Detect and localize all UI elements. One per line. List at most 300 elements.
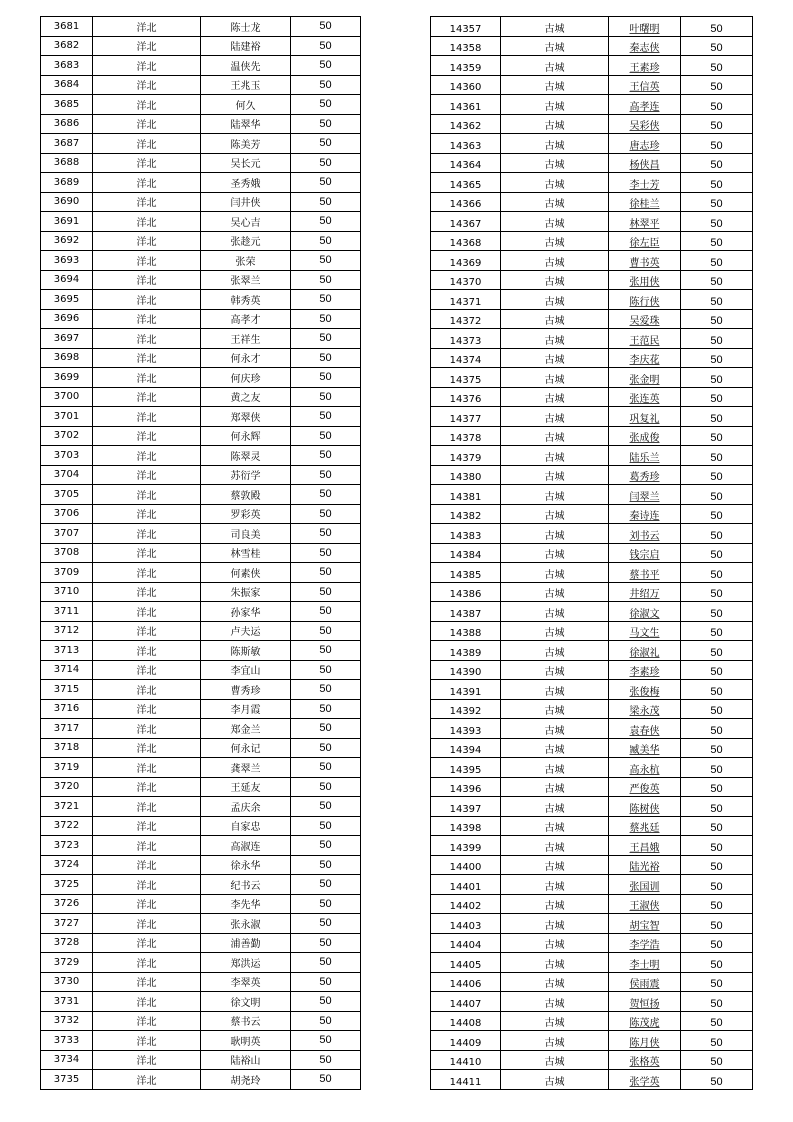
- region-cell: 洋北: [93, 563, 201, 583]
- table-row: [41, 446, 361, 466]
- table-row: [431, 446, 753, 466]
- region-cell: 古城: [501, 17, 609, 37]
- score-cell: 50: [681, 75, 753, 95]
- name-cell: 温侠先: [201, 56, 291, 76]
- id-cell: 3695: [41, 290, 93, 310]
- score-cell: 50: [681, 36, 753, 56]
- table-row: [41, 251, 361, 271]
- id-cell: 3696: [41, 309, 93, 329]
- score-cell: 50: [681, 270, 753, 290]
- region-cell: 洋北: [93, 543, 201, 563]
- score-cell: 50: [291, 426, 361, 446]
- id-cell: 14374: [431, 348, 501, 368]
- score-cell: 50: [291, 134, 361, 154]
- table-row: [41, 836, 361, 856]
- table-row: [431, 309, 753, 329]
- table-row: [431, 543, 753, 563]
- name-cell: 自家忠: [201, 816, 291, 836]
- id-cell: 3707: [41, 524, 93, 544]
- score-cell: 50: [681, 680, 753, 700]
- id-cell: 14406: [431, 972, 501, 992]
- name-cell: 刘书云: [609, 524, 681, 544]
- id-cell: 14402: [431, 894, 501, 914]
- table-row: [41, 387, 361, 407]
- name-cell: 陈翠灵: [201, 446, 291, 466]
- score-cell: 50: [291, 95, 361, 115]
- region-cell: 洋北: [93, 933, 201, 953]
- name-cell: 张连英: [609, 387, 681, 407]
- score-cell: 50: [291, 582, 361, 602]
- region-cell: 古城: [501, 368, 609, 388]
- name-cell: 张格英: [609, 1050, 681, 1070]
- table-row: [431, 1050, 753, 1070]
- region-cell: 洋北: [93, 75, 201, 95]
- region-cell: 洋北: [93, 641, 201, 661]
- score-cell: 50: [291, 173, 361, 193]
- region-cell: 古城: [501, 446, 609, 466]
- name-cell: 臧美华: [609, 738, 681, 758]
- table-row: [41, 212, 361, 232]
- score-cell: 50: [681, 95, 753, 115]
- region-cell: 古城: [501, 855, 609, 875]
- region-cell: 古城: [501, 524, 609, 544]
- score-cell: 50: [291, 309, 361, 329]
- score-cell: 50: [681, 914, 753, 934]
- score-cell: 50: [291, 1050, 361, 1070]
- region-cell: 洋北: [93, 914, 201, 934]
- id-cell: 3691: [41, 212, 93, 232]
- region-cell: 洋北: [93, 953, 201, 973]
- id-cell: 3729: [41, 953, 93, 973]
- score-cell: 50: [291, 114, 361, 134]
- region-cell: 洋北: [93, 387, 201, 407]
- table-row: [431, 387, 753, 407]
- id-cell: 3686: [41, 114, 93, 134]
- table-row: [41, 290, 361, 310]
- score-cell: 50: [291, 543, 361, 563]
- id-cell: 14400: [431, 855, 501, 875]
- region-cell: 洋北: [93, 290, 201, 310]
- score-cell: 50: [291, 777, 361, 797]
- score-cell: 50: [291, 153, 361, 173]
- name-cell: 纪书云: [201, 875, 291, 895]
- id-cell: 14392: [431, 699, 501, 719]
- name-cell: 张荣: [201, 251, 291, 271]
- name-cell: 马文生: [609, 621, 681, 641]
- score-cell: 50: [681, 348, 753, 368]
- name-cell: 吴爱珠: [609, 309, 681, 329]
- name-cell: 王范民: [609, 329, 681, 349]
- score-cell: 50: [681, 836, 753, 856]
- name-cell: 闫翠兰: [609, 485, 681, 505]
- table-row: [41, 719, 361, 739]
- table-row: [431, 563, 753, 583]
- region-cell: 古城: [501, 192, 609, 212]
- name-cell: 王祥生: [201, 329, 291, 349]
- name-cell: 高孝连: [609, 95, 681, 115]
- region-cell: 洋北: [93, 231, 201, 251]
- name-cell: 林雪桂: [201, 543, 291, 563]
- region-cell: 古城: [501, 972, 609, 992]
- name-cell: 郑翠侠: [201, 407, 291, 427]
- id-cell: 3688: [41, 153, 93, 173]
- table-row: [431, 75, 753, 95]
- region-cell: 古城: [501, 134, 609, 154]
- table-row: [431, 660, 753, 680]
- table-row: [431, 56, 753, 76]
- name-cell: 张学英: [609, 1070, 681, 1090]
- table-row: [41, 173, 361, 193]
- table-row: [431, 972, 753, 992]
- name-cell: 陈斯敏: [201, 641, 291, 661]
- name-cell: 杨侠昌: [609, 153, 681, 173]
- id-cell: 3693: [41, 251, 93, 271]
- score-cell: 50: [681, 719, 753, 739]
- id-cell: 3682: [41, 36, 93, 56]
- score-cell: 50: [681, 816, 753, 836]
- name-cell: 浦善勤: [201, 933, 291, 953]
- id-cell: 14360: [431, 75, 501, 95]
- score-cell: 50: [681, 524, 753, 544]
- name-cell: 陈茂虎: [609, 1011, 681, 1031]
- id-cell: 3719: [41, 758, 93, 778]
- region-cell: 古城: [501, 309, 609, 329]
- id-cell: 14375: [431, 368, 501, 388]
- id-cell: 14368: [431, 231, 501, 251]
- id-cell: 3685: [41, 95, 93, 115]
- name-cell: 曹书英: [609, 251, 681, 271]
- score-cell: 50: [681, 192, 753, 212]
- table-row: [41, 933, 361, 953]
- score-cell: 50: [681, 972, 753, 992]
- id-cell: 3689: [41, 173, 93, 193]
- id-cell: 3697: [41, 329, 93, 349]
- score-cell: 50: [291, 953, 361, 973]
- name-cell: 蔡书云: [201, 1011, 291, 1031]
- table-row: [431, 153, 753, 173]
- id-cell: 14401: [431, 875, 501, 895]
- score-cell: 50: [291, 368, 361, 388]
- region-cell: 洋北: [93, 212, 201, 232]
- region-cell: 洋北: [93, 368, 201, 388]
- id-cell: 14366: [431, 192, 501, 212]
- table-row: [431, 699, 753, 719]
- region-cell: 古城: [501, 1011, 609, 1031]
- table-row: [431, 36, 753, 56]
- region-cell: 洋北: [93, 134, 201, 154]
- table-row: [41, 75, 361, 95]
- region-cell: 洋北: [93, 1011, 201, 1031]
- id-cell: 14395: [431, 758, 501, 778]
- table-row: [431, 953, 753, 973]
- score-cell: 50: [681, 660, 753, 680]
- region-cell: 洋北: [93, 1031, 201, 1051]
- name-cell: 王兆玉: [201, 75, 291, 95]
- region-cell: 洋北: [93, 309, 201, 329]
- region-cell: 古城: [501, 56, 609, 76]
- name-cell: 巩复礼: [609, 407, 681, 427]
- name-cell: 秦志侠: [609, 36, 681, 56]
- score-cell: 50: [681, 56, 753, 76]
- name-cell: 唐志珍: [609, 134, 681, 154]
- table-row: [431, 1031, 753, 1051]
- table-row: [431, 348, 753, 368]
- score-cell: 50: [681, 1011, 753, 1031]
- table-row: [431, 777, 753, 797]
- id-cell: 3687: [41, 134, 93, 154]
- name-cell: 李宜山: [201, 660, 291, 680]
- id-cell: 14361: [431, 95, 501, 115]
- name-cell: 高淑连: [201, 836, 291, 856]
- region-cell: 洋北: [93, 192, 201, 212]
- name-cell: 苏衍学: [201, 465, 291, 485]
- region-cell: 古城: [501, 465, 609, 485]
- id-cell: 3730: [41, 972, 93, 992]
- score-cell: 50: [681, 699, 753, 719]
- region-cell: 古城: [501, 816, 609, 836]
- table-row: [41, 485, 361, 505]
- table-row: [431, 816, 753, 836]
- name-cell: 徐淑礼: [609, 641, 681, 661]
- region-cell: 洋北: [93, 153, 201, 173]
- name-cell: 张用侠: [609, 270, 681, 290]
- table-row: [431, 758, 753, 778]
- name-cell: 陈行侠: [609, 290, 681, 310]
- score-cell: 50: [291, 56, 361, 76]
- id-cell: 14365: [431, 173, 501, 193]
- table-row: [431, 212, 753, 232]
- region-cell: 洋北: [93, 855, 201, 875]
- id-cell: 3690: [41, 192, 93, 212]
- name-cell: 李先华: [201, 894, 291, 914]
- table-row: [41, 1070, 361, 1090]
- id-cell: 3700: [41, 387, 93, 407]
- id-cell: 3692: [41, 231, 93, 251]
- name-cell: 曹秀珍: [201, 680, 291, 700]
- id-cell: 3712: [41, 621, 93, 641]
- id-cell: 14373: [431, 329, 501, 349]
- score-cell: 50: [681, 251, 753, 271]
- id-cell: 14364: [431, 153, 501, 173]
- region-cell: 洋北: [93, 680, 201, 700]
- table-row: [431, 290, 753, 310]
- region-cell: 古城: [501, 504, 609, 524]
- name-cell: 张翠兰: [201, 270, 291, 290]
- name-cell: 徐桂兰: [609, 192, 681, 212]
- region-cell: 古城: [501, 1070, 609, 1090]
- score-cell: 50: [681, 426, 753, 446]
- name-cell: 王淑侠: [609, 894, 681, 914]
- id-cell: 3701: [41, 407, 93, 427]
- region-cell: 古城: [501, 797, 609, 817]
- score-cell: 50: [681, 504, 753, 524]
- name-cell: 卢夫运: [201, 621, 291, 641]
- table-row: [41, 582, 361, 602]
- region-cell: 古城: [501, 290, 609, 310]
- name-cell: 张成俊: [609, 426, 681, 446]
- region-cell: 古城: [501, 348, 609, 368]
- score-cell: 50: [681, 173, 753, 193]
- region-cell: 古城: [501, 543, 609, 563]
- name-cell: 陈士龙: [201, 17, 291, 37]
- region-cell: 古城: [501, 95, 609, 115]
- region-cell: 古城: [501, 212, 609, 232]
- region-cell: 古城: [501, 777, 609, 797]
- name-cell: 吴心吉: [201, 212, 291, 232]
- name-cell: 胡尧玲: [201, 1070, 291, 1090]
- id-cell: 14379: [431, 446, 501, 466]
- id-cell: 14404: [431, 933, 501, 953]
- id-cell: 3706: [41, 504, 93, 524]
- score-cell: 50: [291, 407, 361, 427]
- id-cell: 3721: [41, 797, 93, 817]
- id-cell: 14393: [431, 719, 501, 739]
- name-cell: 高孝才: [201, 309, 291, 329]
- table-row: [431, 485, 753, 505]
- score-cell: 50: [681, 387, 753, 407]
- table-row: [431, 719, 753, 739]
- id-cell: 3699: [41, 368, 93, 388]
- region-cell: 古城: [501, 563, 609, 583]
- score-cell: 50: [291, 348, 361, 368]
- region-cell: 古城: [501, 387, 609, 407]
- score-cell: 50: [291, 738, 361, 758]
- id-cell: 14369: [431, 251, 501, 271]
- table-row: [41, 309, 361, 329]
- name-cell: 梁永茂: [609, 699, 681, 719]
- table-row: [41, 1031, 361, 1051]
- score-cell: 50: [681, 758, 753, 778]
- score-cell: 50: [291, 680, 361, 700]
- id-cell: 3710: [41, 582, 93, 602]
- score-cell: 50: [681, 329, 753, 349]
- table-row: [431, 894, 753, 914]
- name-cell: 闫井侠: [201, 192, 291, 212]
- table-row: [41, 56, 361, 76]
- id-cell: 3709: [41, 563, 93, 583]
- table-row: [41, 972, 361, 992]
- id-cell: 14378: [431, 426, 501, 446]
- score-cell: 50: [291, 387, 361, 407]
- score-cell: 50: [681, 855, 753, 875]
- id-cell: 14362: [431, 114, 501, 134]
- region-cell: 古城: [501, 1031, 609, 1051]
- table-row: [431, 621, 753, 641]
- table-row: [431, 17, 753, 37]
- score-cell: 50: [291, 992, 361, 1012]
- region-cell: 洋北: [93, 972, 201, 992]
- region-cell: 洋北: [93, 426, 201, 446]
- table-row: [431, 465, 753, 485]
- table-row: [41, 407, 361, 427]
- score-cell: 50: [681, 992, 753, 1012]
- id-cell: 3725: [41, 875, 93, 895]
- score-cell: 50: [291, 446, 361, 466]
- id-cell: 14394: [431, 738, 501, 758]
- name-cell: 王素珍: [609, 56, 681, 76]
- id-cell: 14397: [431, 797, 501, 817]
- score-cell: 50: [681, 309, 753, 329]
- table-row: [41, 465, 361, 485]
- id-cell: 14358: [431, 36, 501, 56]
- table-row: [41, 816, 361, 836]
- table-row: [431, 582, 753, 602]
- region-cell: 洋北: [93, 465, 201, 485]
- score-cell: 50: [291, 251, 361, 271]
- id-cell: 3711: [41, 602, 93, 622]
- score-cell: 50: [681, 563, 753, 583]
- table-row: [431, 914, 753, 934]
- table-row: [41, 777, 361, 797]
- name-cell: 蔡书平: [609, 563, 681, 583]
- table-row: [431, 797, 753, 817]
- region-cell: 洋北: [93, 407, 201, 427]
- score-cell: 50: [681, 407, 753, 427]
- region-cell: 古城: [501, 36, 609, 56]
- table-row: [41, 602, 361, 622]
- id-cell: 14363: [431, 134, 501, 154]
- name-cell: 林翠平: [609, 212, 681, 232]
- name-cell: 李学浩: [609, 933, 681, 953]
- score-cell: 50: [681, 446, 753, 466]
- table-row: [41, 914, 361, 934]
- table-row: [431, 855, 753, 875]
- id-cell: 3717: [41, 719, 93, 739]
- table-row: [431, 504, 753, 524]
- score-cell: 50: [291, 524, 361, 544]
- score-cell: 50: [291, 563, 361, 583]
- score-cell: 50: [681, 368, 753, 388]
- id-cell: 14383: [431, 524, 501, 544]
- region-cell: 古城: [501, 699, 609, 719]
- score-cell: 50: [681, 797, 753, 817]
- table-row: [41, 36, 361, 56]
- region-cell: 洋北: [93, 1050, 201, 1070]
- table-row: [431, 426, 753, 446]
- region-cell: 洋北: [93, 582, 201, 602]
- table-row: [431, 368, 753, 388]
- id-cell: 14385: [431, 563, 501, 583]
- name-cell: 张国训: [609, 875, 681, 895]
- score-cell: 50: [681, 290, 753, 310]
- name-cell: 郑洪运: [201, 953, 291, 973]
- id-cell: 14376: [431, 387, 501, 407]
- region-cell: 古城: [501, 758, 609, 778]
- id-cell: 3732: [41, 1011, 93, 1031]
- name-cell: 陈树侠: [609, 797, 681, 817]
- name-cell: 秦诗连: [609, 504, 681, 524]
- table-row: [431, 933, 753, 953]
- table-row: [41, 992, 361, 1012]
- score-cell: 50: [291, 797, 361, 817]
- region-cell: 洋北: [93, 894, 201, 914]
- id-cell: 3714: [41, 660, 93, 680]
- table-row: [431, 114, 753, 134]
- score-cell: 50: [681, 114, 753, 134]
- id-cell: 14384: [431, 543, 501, 563]
- name-cell: 朱振家: [201, 582, 291, 602]
- id-cell: 3704: [41, 465, 93, 485]
- name-cell: 吴彩侠: [609, 114, 681, 134]
- id-cell: 3728: [41, 933, 93, 953]
- region-cell: 古城: [501, 582, 609, 602]
- score-cell: 50: [291, 933, 361, 953]
- name-cell: 蔡兆廷: [609, 816, 681, 836]
- region-cell: 洋北: [93, 485, 201, 505]
- region-cell: 古城: [501, 914, 609, 934]
- table-row: [431, 1070, 753, 1090]
- region-cell: 洋北: [93, 114, 201, 134]
